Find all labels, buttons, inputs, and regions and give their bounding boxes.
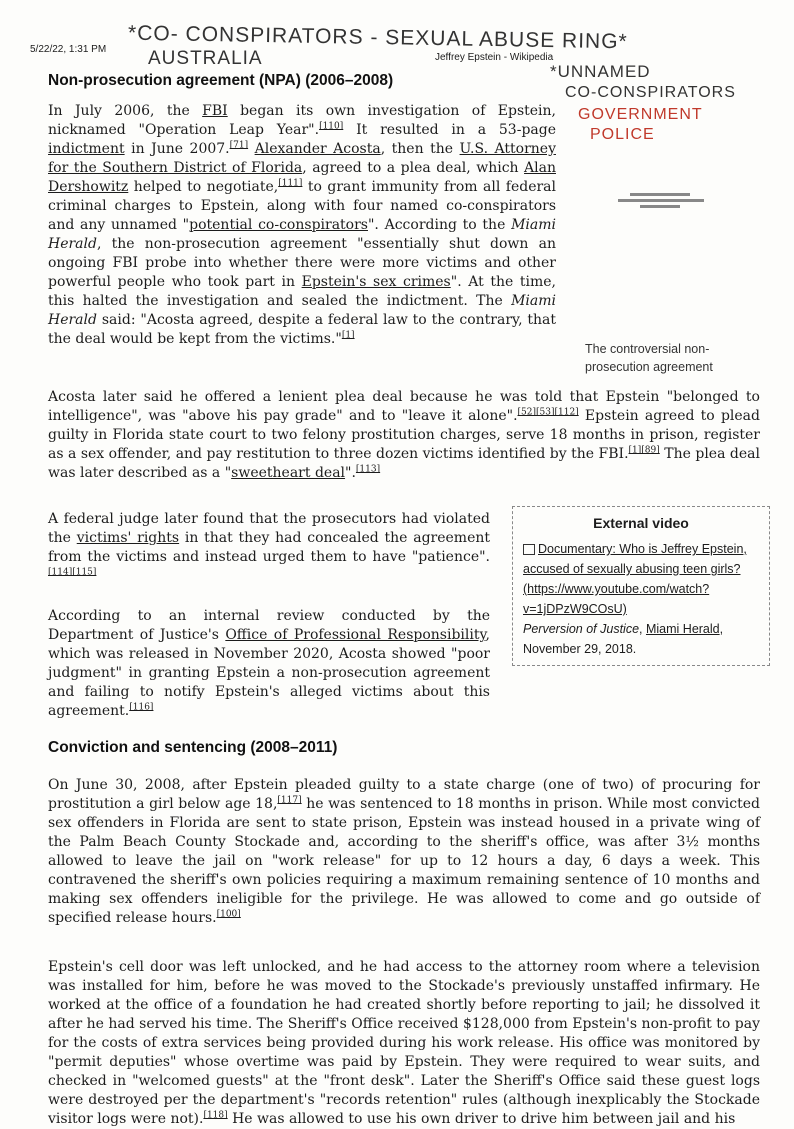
link-victims-rights[interactable]: victims' rights [76, 530, 180, 546]
handwritten-note-unnamed: *UNNAMED [550, 62, 651, 81]
refs-114-115[interactable]: [114][115] [48, 567, 97, 578]
ref-111[interactable]: [111] [278, 178, 303, 189]
handwritten-note-australia: AUSTRALIA [148, 48, 263, 69]
ref-118[interactable]: [118] [203, 1110, 228, 1121]
link-indictment[interactable]: indictment [48, 141, 125, 157]
npa-paragraph-1: In July 2006, the FBI began its own investigation of Epstein, nicknamed "Operation Leap Year".[110] It resulted in a 53-page indictment in June 2007.[71] Alexander Acosta, then the U.S. Attorney for the Southern District of Florida, agreed to a plea deal, which Alan Dershowitz helped to negotiate,[111] to grant immunity from all federal criminal charges to Epstein, along with four named co-conspirators and any unnamed "potential co-conspirators". According to the Miami Herald, the non-prosecution agreement "essentially shut down an ongoing FBI probe into whether there were more victims and other powerful people who took part in Epstein's sex crimes". At the time, this halted the investigation and sealed the indictment. The Miami Herald said: "Acosta agreed, despite a federal law to the contrary, that the deal would be kept from the victims."[1] [48, 103, 556, 347]
ref-100[interactable]: [100] [216, 909, 241, 920]
ref-117[interactable]: [117] [277, 795, 302, 806]
external-video-box: External video Documentary: Who is Jeffrey Epstein, accused of sexually abusing teen girls? (https://www.youtube.com/watch?v=1jDPzW9COsU) Perversion of Justice, Miami Herald, November 29, 2018. [512, 506, 770, 666]
handwritten-note-government: GOVERNMENT [578, 106, 703, 123]
link-us-attorney[interactable]: U.S. Attorney for the Southern District of Florida [48, 141, 556, 176]
npa-paragraph-2: Acosta later said he offered a lenient plea deal because he was told that Epstein "belonged to intelligence", was "above his pay grade" and to "leave it alone".[52][53][112] Epstein agreed to plead guilty in Florida state court to two felony prostitution charges, serve 18 months in prison, register as a sex offender, and pay restitution to three dozen victims identified by the FBI.[1][89] The plea deal was later described as a "sweetheart deal".[113] [48, 389, 760, 481]
external-video-title: External video [593, 515, 689, 531]
conviction-paragraph-2: Epstein's cell door was left unlocked, and he had access to the attorney room where a television was installed for him, before he was moved to the Stockade's previously unstaffed infirmary. He worked at the office of a foundation he had created shortly before reporting to jail; he dissolved it after he had served his time. The Sheriff's Office received $128,000 from Epstein's non-profit to pay for the costs of extra services being provided during his work release. His office was monitored by "permit deputies" whose overtime was paid by Epstein. They were required to wear suits, and checked in "welcomed guests" at the "front desk". Later the Sheriff's Office said these guest logs were destroyed per the department's "records retention" rules (although inexplicably the Stockade visitor logs were not).[118] He was allowed to use his own driver to drive him between jail and his [48, 959, 760, 1127]
external-video-link[interactable]: Documentary: Who is Jeffrey Epstein, accused of sexually abusing teen girls? (https://www.youtube.com/watch?v=1jDPzW9COsU) [523, 542, 747, 616]
link-miami-herald[interactable]: Miami Herald [645, 622, 720, 636]
print-date: 5/22/22, 1:31 PM [30, 44, 107, 55]
refs-1-89[interactable]: [1][89] [628, 445, 660, 456]
npa-paragraph-3: A federal judge later found that the prosecutors had violated the victims' rights in that they had concealed the agreement from the victims and instead urged them to have "patience".[114][115] [48, 511, 491, 578]
refs-52-53-112[interactable]: [52][53][112] [517, 407, 579, 418]
ref-1[interactable]: [1] [341, 330, 355, 341]
ref-116[interactable]: [116] [129, 702, 154, 713]
ref-110[interactable]: [110] [319, 121, 344, 132]
print-title: Jeffrey Epstein - Wikipedia [435, 52, 554, 63]
npa-paragraph-4: According to an internal review conducted by the Department of Justice's Office of Professional Responsibility, which was released in November 2020, Acosta showed "poor judgment" in granting Epstein a non-prosecution agreement and failing to notify Epstein's alleged victims about this agreement.[116] [48, 608, 490, 719]
agreement-caption: The controversial non-prosecution agreement [585, 342, 713, 374]
handwritten-note-conspirators: *CO- CONSPIRATORS - SEXUAL ABUSE RING* [127, 21, 628, 54]
video-icon [523, 544, 535, 555]
video-source: Perversion of Justice [523, 622, 640, 636]
ref-71[interactable]: [71] [229, 140, 249, 151]
link-epsteins-sex-crimes[interactable]: Epstein's sex crimes [301, 274, 451, 290]
link-alexander-acosta[interactable]: Alexander Acosta [254, 141, 381, 157]
link-alan-dershowitz[interactable]: Alan Dershowitz [48, 160, 556, 195]
handwritten-note-police: POLICE [590, 126, 655, 143]
link-potential-co-conspirators[interactable]: potential co-conspirators [189, 217, 368, 233]
agreement-image[interactable] [618, 190, 704, 211]
conviction-paragraph-1: On June 30, 2008, after Epstein pleaded guilty to a state charge (one of two) of procuring for prostitution a girl below age 18,[117] he was sentenced to 18 months in prison. While most convicted sex offenders in Florida are sent to state prison, Epstein was instead housed in a private wing of the Palm Beach County Stockade and, according to the sheriff's office, was after 3½ months allowed to leave the jail on "work release" for up to 12 hours a day, 6 days a week. This contravened the sheriff's own policies requiring a maximum remaining sentence of 10 months and making sex offenders ineligible for the privilege. He was allowed to come and go outside of specified release hours.[100] [48, 777, 760, 926]
handwritten-note-co-conspirators: CO-CONSPIRATORS [565, 84, 736, 101]
ref-113[interactable]: [113] [355, 464, 381, 475]
link-sweetheart-deal[interactable]: sweetheart deal [231, 465, 346, 481]
npa-heading: Non-prosecution agreement (NPA) (2006–2008) [48, 72, 394, 89]
link-fbi[interactable]: FBI [202, 103, 228, 119]
conviction-heading: Conviction and sentencing (2008–2011) [48, 739, 338, 756]
link-office-of-professional-responsibility[interactable]: Office of Professional Responsibility [225, 627, 486, 643]
